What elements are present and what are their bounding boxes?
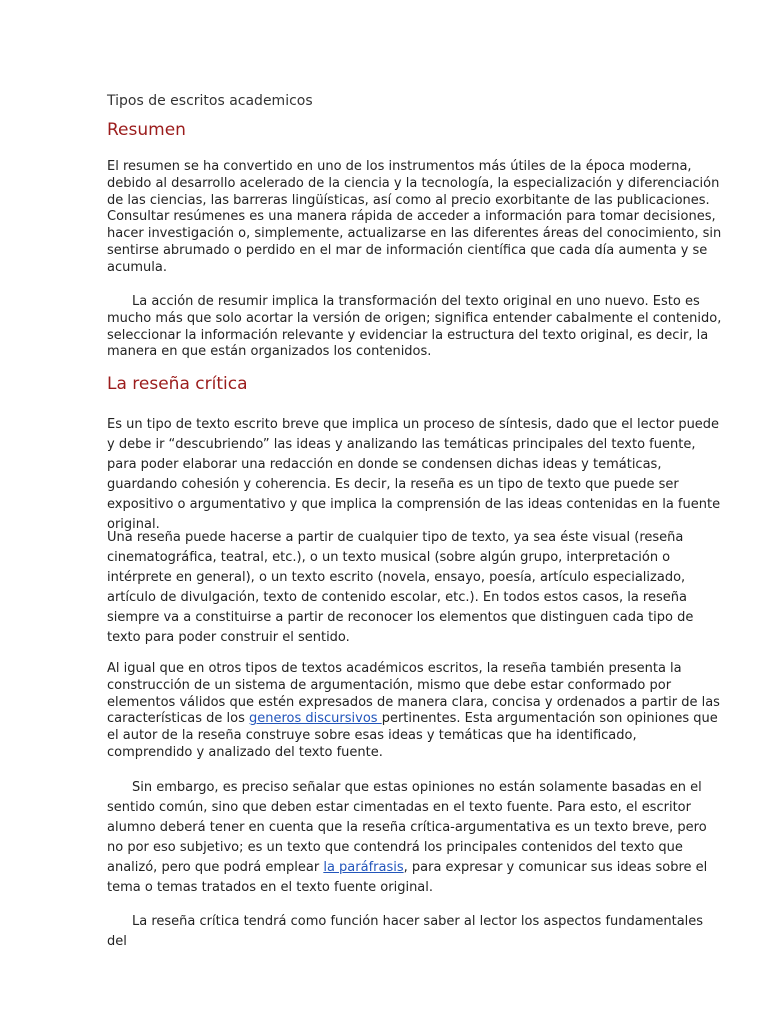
resena-paragraph-1: Es un tipo de texto escrito breve que implica un proceso de síntesis, dado que el lector puede y debe ir “descubriendo” las ideas y analizando las temáticas principales del texto fuente, para poder elaborar una redacción en donde se condensen dichas ideas y temáticas, guardando cohesión y coherencia. Es decir, la reseña es un tipo de texto que puede ser expositivo o argumentativo y que implica la comprensión de las ideas contenidas en la fuente original. [107,417,721,532]
generos-discursivos-link[interactable]: generos discursivos [248,711,382,727]
resena-paragraph-3-text-after: pertinentes. Esta argumentación son opiniones que el autor de la reseña construye sobre esas ideas y temáticas que ha identificado, comprendido y analizado del texto fuente. [107,711,718,760]
resena-paragraph-4 [107,778,722,898]
parafrasis-link[interactable]: la paráfrasis [323,860,404,875]
resena-paragraph-3-text-before: Al igual que en otros tipos de textos académicos escritos, la reseña también presenta la construcción de un sistema de argumentación, mismo que debe estar conformado por elementos válidos que estén expresados de manera clara, concisa y ordenados a partir de las características de los [107,661,720,727]
resena-paragraph-4-text-after: , para expresar y comunicar sus ideas sobre el tema o temas tratados en el texto fuente original. [107,860,708,895]
resumen-paragraph-1: El resumen se ha convertido en uno de los instrumentos más útiles de la época moderna, debido al desarrollo acelerado de la ciencia y la tecnología, la especialización y diferenciación de las ciencias, las barreras lingüísticas, así como al precio exorbitante de las publicaciones. Consultar resúmenes es una manera rápida de acceder a información para tomar decisiones, hacer investigación o, simplemente, actualizarse en las diferentes áreas del conocimiento, sin sentirse abrumado o perdido en el mar de información científica que cada día aumenta y se acumula. [107,159,722,275]
heading-resena-critica: La reseña crítica [107,374,248,394]
resena-paragraph-3 [107,661,722,762]
heading-resumen: Resumen [107,120,186,140]
resena-paragraph-4-text-before: Sin embargo, es preciso señalar que estas opiniones no están solamente basadas en el sentido común, sino que deben estar cimentadas en el texto fuente. Para esto, el escritor alumno deberá tener en cuenta que la reseña crítica-argumentativa es un texto breve, pero no por eso subjetivo; es un texto que contendrá los principales contenidos del texto que analizó, pero que podrá emplear [107,780,707,875]
document-title: Tipos de escritos academicos [107,93,313,109]
resena-paragraph-2: Una reseña puede hacerse a partir de cualquier tipo de texto, ya sea éste visual (reseña cinematográfica, teatral, etc.), o un texto musical (sobre algún grupo, interpretación o intérprete en general), o un texto escrito (novela, ensayo, poesía, artículo especializado, artículo de divulgación, texto de contenido escolar, etc.). En todos estos casos, la reseña siempre va a constituirse a partir de reconocer los elementos que distinguen cada tipo de texto para poder construir el sentido. [107,530,694,645]
resena-paragraph-5: La reseña crítica tendrá como función hacer saber al lector los aspectos fundamentales del [107,914,704,949]
resumen-paragraph-2: La acción de resumir implica la transformación del texto original en uno nuevo. Esto es mucho más que solo acortar la versión de origen; significa entender cabalmente el contenido, seleccionar la información relevante y evidenciar la estructura del texto original, es decir, la manera en que están organizados los contenidos. [107,294,722,360]
